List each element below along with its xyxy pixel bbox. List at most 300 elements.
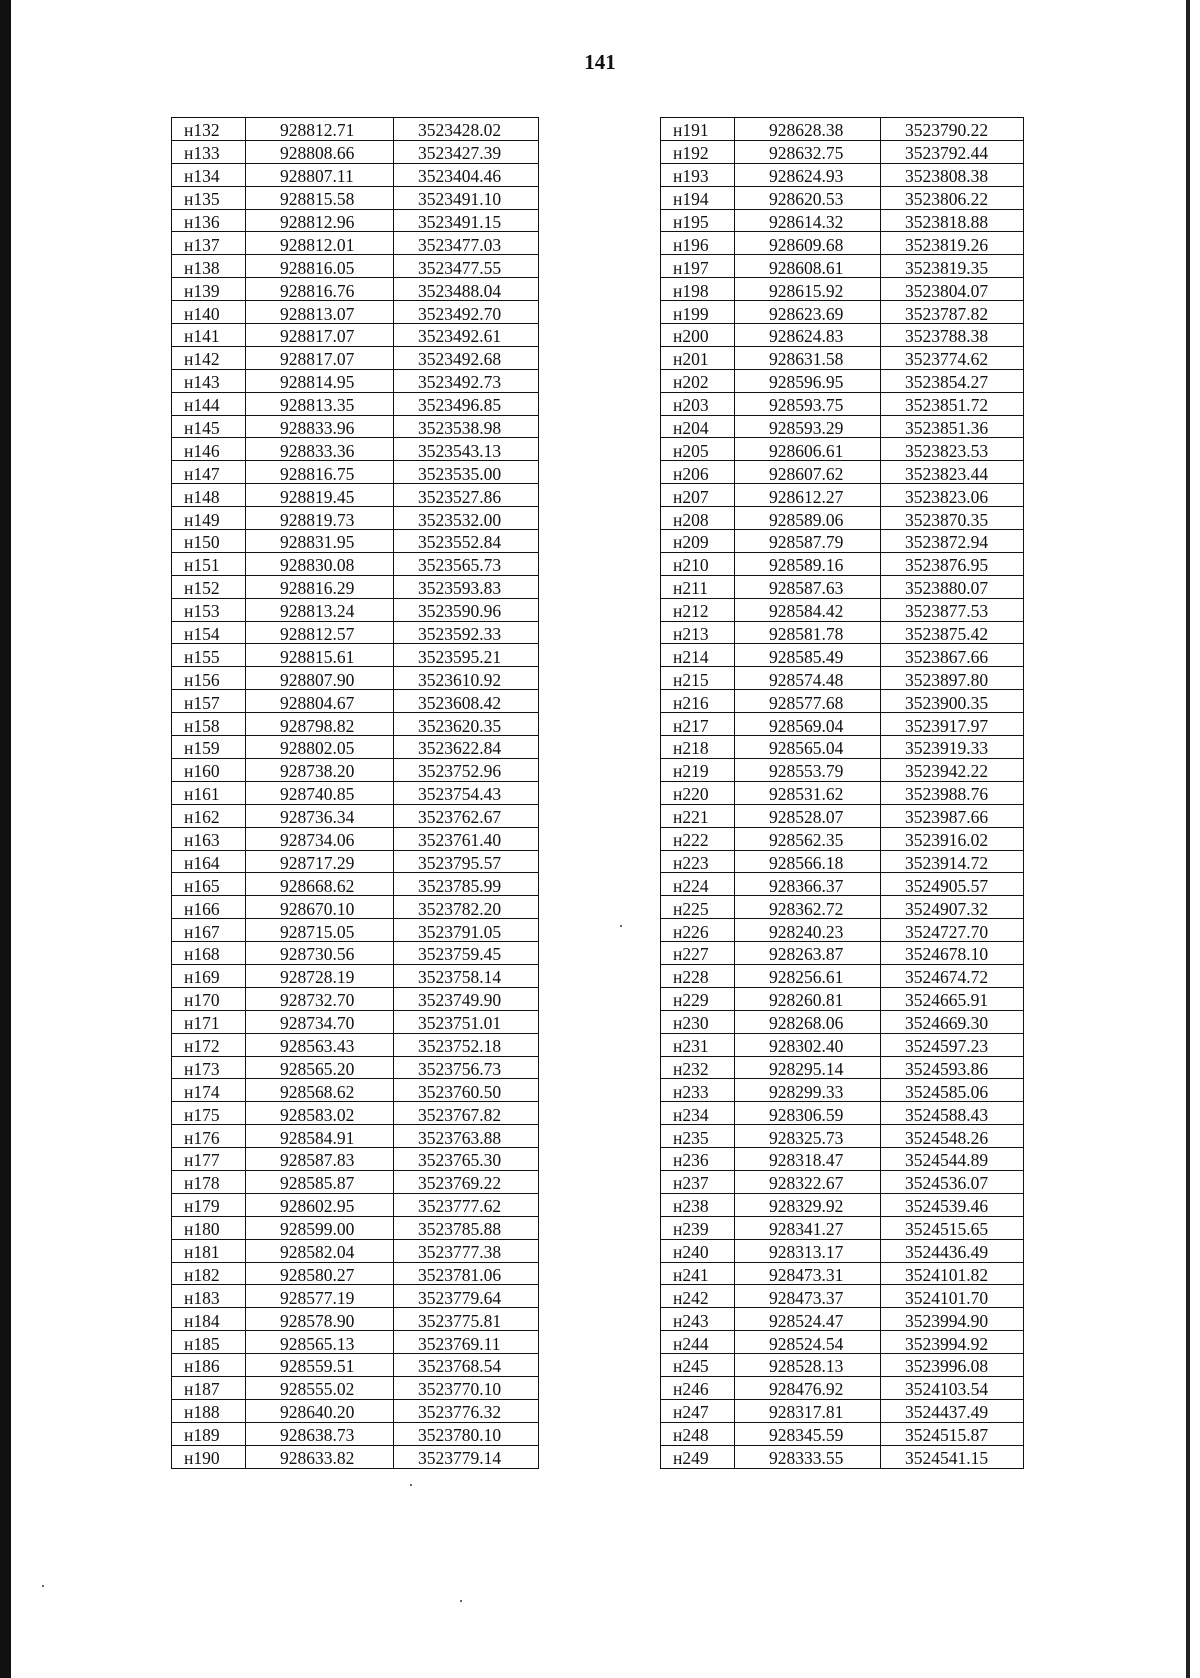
table-row: [661, 461, 1024, 484]
point-id-cell: н226: [661, 919, 735, 942]
table-row: [172, 1216, 539, 1239]
table-row: [661, 575, 1024, 598]
y-coordinate-cell: 3523769.11: [394, 1331, 539, 1354]
x-coordinate-cell: 928815.58: [246, 186, 394, 209]
y-coordinate-cell: 3524585.06: [881, 1079, 1024, 1102]
table-row: [661, 346, 1024, 369]
y-coordinate-cell: 3523552.84: [394, 530, 539, 553]
x-coordinate-cell: 928638.73: [246, 1422, 394, 1445]
x-coordinate-cell: 928808.66: [246, 140, 394, 163]
table-row: [172, 1125, 539, 1148]
point-id-cell: н183: [172, 1285, 246, 1308]
table-row: [172, 507, 539, 530]
table-row: [172, 140, 539, 163]
point-id-cell: н224: [661, 873, 735, 896]
x-coordinate-cell: 928717.29: [246, 850, 394, 873]
y-coordinate-cell: 3523565.73: [394, 552, 539, 575]
table-row: [661, 232, 1024, 255]
y-coordinate-cell: 3524436.49: [881, 1239, 1024, 1262]
point-id-cell: н161: [172, 781, 246, 804]
point-id-cell: н184: [172, 1308, 246, 1331]
y-coordinate-cell: 3523806.22: [881, 186, 1024, 209]
x-coordinate-cell: 928816.75: [246, 461, 394, 484]
y-coordinate-cell: 3523854.27: [881, 369, 1024, 392]
x-coordinate-cell: 928582.04: [246, 1239, 394, 1262]
table-row: [172, 301, 539, 324]
table-row: [661, 552, 1024, 575]
table-row: [172, 232, 539, 255]
y-coordinate-cell: 3523492.61: [394, 324, 539, 347]
y-coordinate-cell: 3523774.62: [881, 346, 1024, 369]
x-coordinate-cell: 928566.18: [735, 850, 881, 873]
x-coordinate-cell: 928608.61: [735, 255, 881, 278]
y-coordinate-cell: 3523527.86: [394, 484, 539, 507]
y-coordinate-cell: 3524669.30: [881, 1010, 1024, 1033]
x-coordinate-cell: 928614.32: [735, 209, 881, 232]
x-coordinate-cell: 928581.78: [735, 621, 881, 644]
table-row: [661, 781, 1024, 804]
table-row: [172, 1354, 539, 1377]
scan-speck: [460, 1600, 462, 1602]
x-coordinate-cell: 928345.59: [735, 1422, 881, 1445]
point-id-cell: н182: [172, 1262, 246, 1285]
y-coordinate-cell: 3523777.38: [394, 1239, 539, 1262]
point-id-cell: н210: [661, 552, 735, 575]
y-coordinate-cell: 3524541.15: [881, 1445, 1024, 1468]
table-row: [661, 804, 1024, 827]
y-coordinate-cell: 3523942.22: [881, 758, 1024, 781]
point-id-cell: н193: [661, 163, 735, 186]
table-row: [661, 827, 1024, 850]
x-coordinate-cell: 928740.85: [246, 781, 394, 804]
point-id-cell: н238: [661, 1193, 735, 1216]
y-coordinate-cell: 3523428.02: [394, 118, 539, 141]
x-coordinate-cell: 928333.55: [735, 1445, 881, 1468]
y-coordinate-cell: 3523916.02: [881, 827, 1024, 850]
y-coordinate-cell: 3524665.91: [881, 987, 1024, 1010]
y-coordinate-cell: 3523491.15: [394, 209, 539, 232]
y-coordinate-cell: 3523996.08: [881, 1354, 1024, 1377]
point-id-cell: н233: [661, 1079, 735, 1102]
table-row: [661, 1331, 1024, 1354]
x-coordinate-cell: 928807.11: [246, 163, 394, 186]
point-id-cell: н180: [172, 1216, 246, 1239]
x-coordinate-cell: 928473.37: [735, 1285, 881, 1308]
y-coordinate-cell: 3523851.72: [881, 392, 1024, 415]
table-row: [661, 1193, 1024, 1216]
point-id-cell: н219: [661, 758, 735, 781]
x-coordinate-cell: 928734.06: [246, 827, 394, 850]
x-coordinate-cell: 928830.08: [246, 552, 394, 575]
x-coordinate-cell: 928562.35: [735, 827, 881, 850]
point-id-cell: н236: [661, 1148, 735, 1171]
x-coordinate-cell: 928531.62: [735, 781, 881, 804]
x-coordinate-cell: 928628.38: [735, 118, 881, 141]
table-row: [172, 644, 539, 667]
point-id-cell: н246: [661, 1376, 735, 1399]
point-id-cell: н195: [661, 209, 735, 232]
x-coordinate-cell: 928362.72: [735, 896, 881, 919]
point-id-cell: н168: [172, 942, 246, 965]
x-coordinate-cell: 928240.23: [735, 919, 881, 942]
y-coordinate-cell: 3523782.20: [394, 896, 539, 919]
point-id-cell: н207: [661, 484, 735, 507]
table-row: [172, 163, 539, 186]
y-coordinate-cell: 3523768.54: [394, 1354, 539, 1377]
table-row: [661, 621, 1024, 644]
y-coordinate-cell: 3523610.92: [394, 667, 539, 690]
table-row: [172, 575, 539, 598]
point-id-cell: н216: [661, 690, 735, 713]
table-row: [172, 324, 539, 347]
x-coordinate-cell: 928524.47: [735, 1308, 881, 1331]
point-id-cell: н244: [661, 1331, 735, 1354]
y-coordinate-cell: 3524597.23: [881, 1033, 1024, 1056]
x-coordinate-cell: 928738.20: [246, 758, 394, 781]
table-row: [172, 1422, 539, 1445]
y-coordinate-cell: 3523994.90: [881, 1308, 1024, 1331]
x-coordinate-cell: 928812.96: [246, 209, 394, 232]
x-coordinate-cell: 928302.40: [735, 1033, 881, 1056]
point-id-cell: н135: [172, 186, 246, 209]
table-row: [172, 667, 539, 690]
x-coordinate-cell: 928313.17: [735, 1239, 881, 1262]
x-coordinate-cell: 928577.19: [246, 1285, 394, 1308]
x-coordinate-cell: 928589.16: [735, 552, 881, 575]
y-coordinate-cell: 3524548.26: [881, 1125, 1024, 1148]
point-id-cell: н230: [661, 1010, 735, 1033]
y-coordinate-cell: 3523777.62: [394, 1193, 539, 1216]
x-coordinate-cell: 928318.47: [735, 1148, 881, 1171]
point-id-cell: н175: [172, 1102, 246, 1125]
y-coordinate-cell: 3523917.97: [881, 713, 1024, 736]
y-coordinate-cell: 3523792.44: [881, 140, 1024, 163]
point-id-cell: н209: [661, 530, 735, 553]
y-coordinate-cell: 3524588.43: [881, 1102, 1024, 1125]
y-coordinate-cell: 3523761.40: [394, 827, 539, 850]
scan-edge-right: [1186, 0, 1190, 1678]
x-coordinate-cell: 928565.04: [735, 736, 881, 759]
table-row: [172, 850, 539, 873]
table-row: [661, 1354, 1024, 1377]
x-coordinate-cell: 928813.35: [246, 392, 394, 415]
point-id-cell: н241: [661, 1262, 735, 1285]
point-id-cell: н158: [172, 713, 246, 736]
point-id-cell: н134: [172, 163, 246, 186]
y-coordinate-cell: 3523785.99: [394, 873, 539, 896]
table-row: [661, 1422, 1024, 1445]
y-coordinate-cell: 3523496.85: [394, 392, 539, 415]
table-row: [661, 713, 1024, 736]
point-id-cell: н245: [661, 1354, 735, 1377]
table-row: [661, 1239, 1024, 1262]
point-id-cell: н133: [172, 140, 246, 163]
y-coordinate-cell: 3523900.35: [881, 690, 1024, 713]
x-coordinate-cell: 928816.29: [246, 575, 394, 598]
table-row: [661, 1056, 1024, 1079]
y-coordinate-cell: 3523875.42: [881, 621, 1024, 644]
table-row: [172, 964, 539, 987]
y-coordinate-cell: 3523751.01: [394, 1010, 539, 1033]
table-row: [172, 896, 539, 919]
x-coordinate-cell: 928607.62: [735, 461, 881, 484]
table-row: [172, 209, 539, 232]
y-coordinate-cell: 3523535.00: [394, 461, 539, 484]
table-row: [172, 118, 539, 141]
table-row: [172, 621, 539, 644]
coordinates-table-right-body: [661, 118, 1024, 1469]
point-id-cell: н140: [172, 301, 246, 324]
table-row: [172, 1079, 539, 1102]
point-id-cell: н137: [172, 232, 246, 255]
point-id-cell: н154: [172, 621, 246, 644]
table-row: [661, 964, 1024, 987]
point-id-cell: н164: [172, 850, 246, 873]
point-id-cell: н147: [172, 461, 246, 484]
point-id-cell: н200: [661, 324, 735, 347]
point-id-cell: н240: [661, 1239, 735, 1262]
point-id-cell: н203: [661, 392, 735, 415]
y-coordinate-cell: 3523795.57: [394, 850, 539, 873]
table-row: [661, 1170, 1024, 1193]
y-coordinate-cell: 3523492.73: [394, 369, 539, 392]
table-row: [661, 1262, 1024, 1285]
table-row: [172, 690, 539, 713]
y-coordinate-cell: 3524905.57: [881, 873, 1024, 896]
y-coordinate-cell: 3523791.05: [394, 919, 539, 942]
x-coordinate-cell: 928602.95: [246, 1193, 394, 1216]
x-coordinate-cell: 928633.82: [246, 1445, 394, 1468]
y-coordinate-cell: 3523491.10: [394, 186, 539, 209]
point-id-cell: н138: [172, 255, 246, 278]
table-row: [661, 484, 1024, 507]
x-coordinate-cell: 928578.90: [246, 1308, 394, 1331]
table-row: [661, 1376, 1024, 1399]
x-coordinate-cell: 928263.87: [735, 942, 881, 965]
table-row: [661, 392, 1024, 415]
table-row: [661, 1445, 1024, 1468]
point-id-cell: н234: [661, 1102, 735, 1125]
x-coordinate-cell: 928341.27: [735, 1216, 881, 1239]
point-id-cell: н145: [172, 415, 246, 438]
table-row: [661, 1010, 1024, 1033]
point-id-cell: н191: [661, 118, 735, 141]
x-coordinate-cell: 928593.75: [735, 392, 881, 415]
y-coordinate-cell: 3523492.68: [394, 346, 539, 369]
table-row: [172, 1376, 539, 1399]
x-coordinate-cell: 928585.49: [735, 644, 881, 667]
x-coordinate-cell: 928587.79: [735, 530, 881, 553]
point-id-cell: н196: [661, 232, 735, 255]
x-coordinate-cell: 928299.33: [735, 1079, 881, 1102]
table-row: [172, 484, 539, 507]
point-id-cell: н141: [172, 324, 246, 347]
y-coordinate-cell: 3524539.46: [881, 1193, 1024, 1216]
y-coordinate-cell: 3523770.10: [394, 1376, 539, 1399]
y-coordinate-cell: 3523622.84: [394, 736, 539, 759]
table-row: [172, 530, 539, 553]
table-row: [172, 1033, 539, 1056]
y-coordinate-cell: 3523760.50: [394, 1079, 539, 1102]
point-id-cell: н197: [661, 255, 735, 278]
x-coordinate-cell: 928260.81: [735, 987, 881, 1010]
point-id-cell: н213: [661, 621, 735, 644]
table-row: [661, 278, 1024, 301]
table-row: [661, 736, 1024, 759]
x-coordinate-cell: 928640.20: [246, 1399, 394, 1422]
x-coordinate-cell: 928736.34: [246, 804, 394, 827]
point-id-cell: н201: [661, 346, 735, 369]
x-coordinate-cell: 928565.20: [246, 1056, 394, 1079]
point-id-cell: н173: [172, 1056, 246, 1079]
point-id-cell: н190: [172, 1445, 246, 1468]
y-coordinate-cell: 3523914.72: [881, 850, 1024, 873]
table-row: [661, 850, 1024, 873]
x-coordinate-cell: 928632.75: [735, 140, 881, 163]
x-coordinate-cell: 928325.73: [735, 1125, 881, 1148]
table-row: [661, 1285, 1024, 1308]
x-coordinate-cell: 928812.01: [246, 232, 394, 255]
point-id-cell: н218: [661, 736, 735, 759]
scan-speck: [620, 925, 622, 927]
table-row: [661, 987, 1024, 1010]
y-coordinate-cell: 3523532.00: [394, 507, 539, 530]
point-id-cell: н132: [172, 118, 246, 141]
y-coordinate-cell: 3523593.83: [394, 575, 539, 598]
y-coordinate-cell: 3523779.14: [394, 1445, 539, 1468]
y-coordinate-cell: 3523763.88: [394, 1125, 539, 1148]
x-coordinate-cell: 928268.06: [735, 1010, 881, 1033]
y-coordinate-cell: 3523988.76: [881, 781, 1024, 804]
x-coordinate-cell: 928606.61: [735, 438, 881, 461]
scan-speck: [410, 1484, 412, 1486]
y-coordinate-cell: 3524593.86: [881, 1056, 1024, 1079]
point-id-cell: н136: [172, 209, 246, 232]
point-id-cell: н187: [172, 1376, 246, 1399]
table-row: [172, 873, 539, 896]
y-coordinate-cell: 3524101.82: [881, 1262, 1024, 1285]
point-id-cell: н146: [172, 438, 246, 461]
x-coordinate-cell: 928612.27: [735, 484, 881, 507]
point-id-cell: н231: [661, 1033, 735, 1056]
table-row: [661, 1399, 1024, 1422]
x-coordinate-cell: 928812.71: [246, 118, 394, 141]
point-id-cell: н163: [172, 827, 246, 850]
point-id-cell: н243: [661, 1308, 735, 1331]
point-id-cell: н151: [172, 552, 246, 575]
x-coordinate-cell: 928816.76: [246, 278, 394, 301]
y-coordinate-cell: 3524515.65: [881, 1216, 1024, 1239]
table-row: [661, 255, 1024, 278]
y-coordinate-cell: 3523488.04: [394, 278, 539, 301]
point-id-cell: н198: [661, 278, 735, 301]
x-coordinate-cell: 928817.07: [246, 346, 394, 369]
table-row: [661, 118, 1024, 141]
x-coordinate-cell: 928587.83: [246, 1148, 394, 1171]
table-row: [172, 369, 539, 392]
point-id-cell: н232: [661, 1056, 735, 1079]
x-coordinate-cell: 928589.06: [735, 507, 881, 530]
x-coordinate-cell: 928587.63: [735, 575, 881, 598]
x-coordinate-cell: 928815.61: [246, 644, 394, 667]
point-id-cell: н228: [661, 964, 735, 987]
x-coordinate-cell: 928563.43: [246, 1033, 394, 1056]
point-id-cell: н170: [172, 987, 246, 1010]
point-id-cell: н235: [661, 1125, 735, 1148]
x-coordinate-cell: 928599.00: [246, 1216, 394, 1239]
table-row: [172, 1285, 539, 1308]
x-coordinate-cell: 928524.54: [735, 1331, 881, 1354]
table-row: [661, 324, 1024, 347]
x-coordinate-cell: 928584.42: [735, 598, 881, 621]
table-row: [172, 1331, 539, 1354]
point-id-cell: н239: [661, 1216, 735, 1239]
y-coordinate-cell: 3523823.53: [881, 438, 1024, 461]
x-coordinate-cell: 928473.31: [735, 1262, 881, 1285]
table-row: [661, 415, 1024, 438]
x-coordinate-cell: 928833.96: [246, 415, 394, 438]
y-coordinate-cell: 3523870.35: [881, 507, 1024, 530]
x-coordinate-cell: 928476.92: [735, 1376, 881, 1399]
table-row: [172, 736, 539, 759]
table-row: [172, 1193, 539, 1216]
x-coordinate-cell: 928256.61: [735, 964, 881, 987]
table-row: [661, 507, 1024, 530]
y-coordinate-cell: 3523769.22: [394, 1170, 539, 1193]
table-row: [661, 1148, 1024, 1171]
point-id-cell: н212: [661, 598, 735, 621]
x-coordinate-cell: 928574.48: [735, 667, 881, 690]
table-row: [661, 1125, 1024, 1148]
table-row: [172, 278, 539, 301]
point-id-cell: н153: [172, 598, 246, 621]
point-id-cell: н215: [661, 667, 735, 690]
table-row: [172, 1170, 539, 1193]
y-coordinate-cell: 3523752.96: [394, 758, 539, 781]
y-coordinate-cell: 3523919.33: [881, 736, 1024, 759]
scan-edge-left: [0, 0, 11, 1678]
y-coordinate-cell: 3524101.70: [881, 1285, 1024, 1308]
point-id-cell: н188: [172, 1399, 246, 1422]
point-id-cell: н194: [661, 186, 735, 209]
x-coordinate-cell: 928366.37: [735, 873, 881, 896]
x-coordinate-cell: 928831.95: [246, 530, 394, 553]
point-id-cell: н144: [172, 392, 246, 415]
table-row: [172, 1148, 539, 1171]
point-id-cell: н176: [172, 1125, 246, 1148]
y-coordinate-cell: 3524103.54: [881, 1376, 1024, 1399]
y-coordinate-cell: 3523779.64: [394, 1285, 539, 1308]
y-coordinate-cell: 3523790.22: [881, 118, 1024, 141]
table-row: [172, 438, 539, 461]
point-id-cell: н214: [661, 644, 735, 667]
coordinates-table-right: [660, 117, 1024, 1469]
x-coordinate-cell: 928631.58: [735, 346, 881, 369]
table-row: [172, 1239, 539, 1262]
point-id-cell: н150: [172, 530, 246, 553]
y-coordinate-cell: 3523427.39: [394, 140, 539, 163]
y-coordinate-cell: 3523787.82: [881, 301, 1024, 324]
y-coordinate-cell: 3523819.26: [881, 232, 1024, 255]
y-coordinate-cell: 3523595.21: [394, 644, 539, 667]
table-row: [172, 461, 539, 484]
point-id-cell: н178: [172, 1170, 246, 1193]
x-coordinate-cell: 928624.83: [735, 324, 881, 347]
x-coordinate-cell: 928585.87: [246, 1170, 394, 1193]
point-id-cell: н172: [172, 1033, 246, 1056]
table-row: [661, 919, 1024, 942]
point-id-cell: н199: [661, 301, 735, 324]
